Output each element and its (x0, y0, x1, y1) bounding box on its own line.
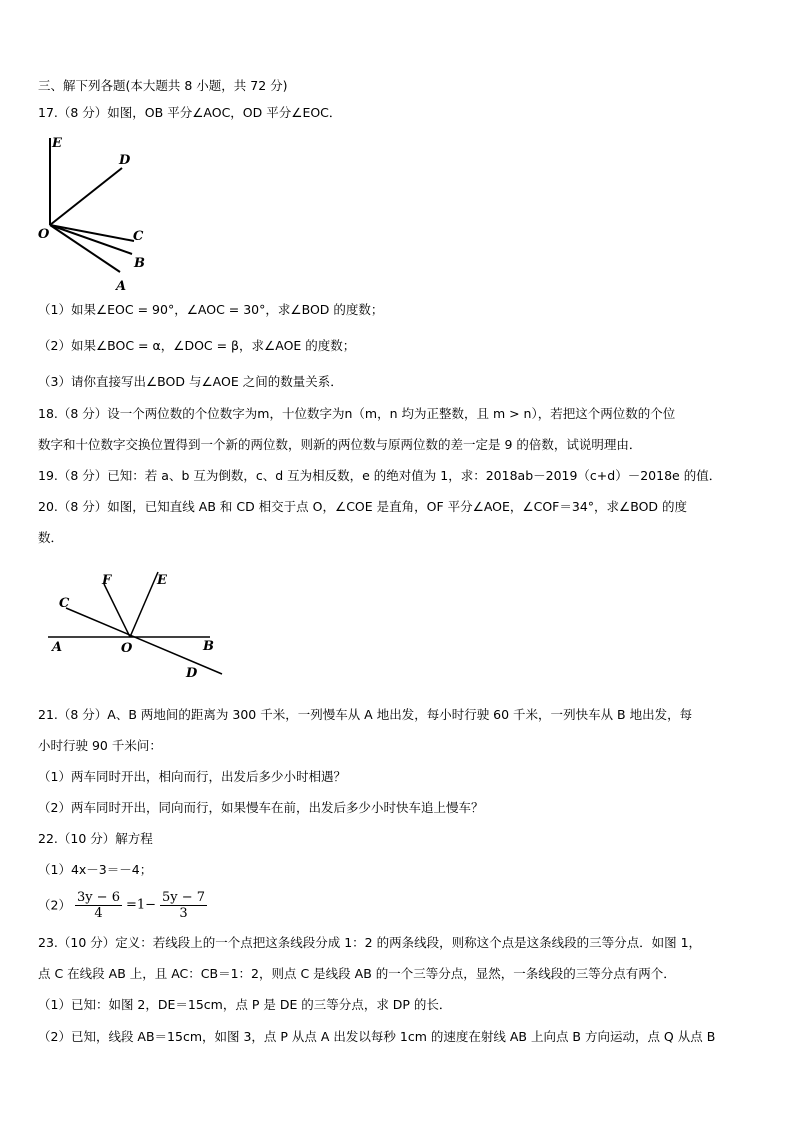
ray-oe (130, 572, 158, 637)
q17-part1: （1）如果∠EOC = 90°，∠AOC = 30°，求∠BOD 的度数； (38, 302, 384, 317)
q18-line2: 数字和十位数字交换位置得到一个新的两位数，则新的两位数与原两位数的差一定是 9 的倍数，试说明理由． (38, 437, 642, 452)
ray-od (50, 168, 122, 225)
q17-stem: 17.（8 分）如图，OB 平分∠AOC，OD 平分∠EOC． (38, 105, 342, 120)
label-b: B (134, 256, 145, 271)
label-b: B (203, 639, 214, 654)
label-c: C (133, 229, 144, 244)
q19-line1: 19.（8 分）已知：若 a、b 互为倒数，c、d 互为相反数，e 的绝对值为 1，求：2018ab－2019（c+d）－2018e 的值． (38, 468, 722, 483)
section-header: 三、解下列各题(本大题共 8 小题，共 72 分) (38, 78, 288, 93)
q23-line2: 点 C 在线段 AB 上，且 AC：CB＝1：2，则点 C 是线段 AB 的一个三等分点，显然，一条线段的三等分点有两个． (38, 966, 676, 981)
q17-part2: （2）如果∠BOC = α，∠DOC = β，求∠AOE 的度数； (38, 338, 356, 353)
ray-ob (50, 225, 132, 254)
line-cd (66, 608, 222, 674)
label-e: E (52, 136, 62, 151)
label-c: C (59, 596, 70, 611)
q17-part3: （3）请你直接写出∠BOD 与∠AOE 之间的数量关系． (38, 374, 343, 389)
label-d: D (186, 666, 198, 681)
q23-part1: （1）已知：如图 2，DE＝15cm，点 P 是 DE 的三等分点，求 DP 的长． (38, 997, 452, 1012)
q20-lines-figure (46, 566, 226, 684)
q21-line2: 小时行驶 90 千米问： (38, 738, 162, 753)
q22-part2 (38, 887, 207, 924)
label-o: O (121, 641, 133, 656)
label-d: D (119, 153, 131, 168)
q18-line1: 18.（8 分）设一个两位数的个位数字为m，十位数字为n（m，n 均为正整数，且 m > n），若把这个两位数的个位 (38, 406, 676, 421)
label-e: E (157, 573, 167, 588)
fraction-left-numerator: 3y − 6 (76, 890, 120, 905)
q20-line1: 20.（8 分）如图，已知直线 AB 和 CD 相交于点 O，∠COE 是直角，OF 平分∠AOE，∠COF＝34°，求∠BOD 的度 (38, 499, 688, 514)
fraction-right-denominator: 3 (179, 906, 188, 921)
q22-part1: （1）4x－3＝－4； (38, 862, 153, 877)
q21-part2: （2）两车同时开出，同向而行，如果慢车在前，出发后多少小时快车追上慢车？ (38, 800, 484, 815)
q23-line1: 23.（10 分）定义：若线段上的一个点把这条线段分成 1：2 的两条线段，则称这个点是这条线段的三等分点．如图 1， (38, 935, 702, 950)
fraction-left (75, 890, 122, 921)
q17-angle-figure (34, 132, 174, 304)
q22-part2-prefix: （2） (38, 897, 71, 913)
equation-middle: =1− (125, 897, 157, 913)
label-a: A (52, 640, 63, 655)
q20-line2: 数． (38, 530, 64, 545)
fraction-right-numerator: 5y − 7 (162, 890, 206, 905)
fraction-left-denominator: 4 (94, 906, 103, 921)
label-f: F (102, 573, 112, 588)
q22-stem: 22.（10 分）解方程 (38, 831, 153, 846)
fraction-right (160, 890, 207, 921)
q21-line1: 21.（8 分）A、B 两地间的距离为 300 千米，一列慢车从 A 地出发，每小时行驶 60 千米，一列快车从 B 地出发，每 (38, 707, 693, 722)
label-o: O (38, 227, 50, 242)
label-a: A (116, 279, 127, 294)
q23-part2: （2）已知，线段 AB＝15cm，如图 3，点 P 从点 A 出发以每秒 1cm 的速度在射线 AB 上向点 B 方向运动，点 Q 从点 B (38, 1029, 716, 1044)
q21-part1: （1）两车同时开出，相向而行，出发后多少小时相遇？ (38, 769, 346, 784)
